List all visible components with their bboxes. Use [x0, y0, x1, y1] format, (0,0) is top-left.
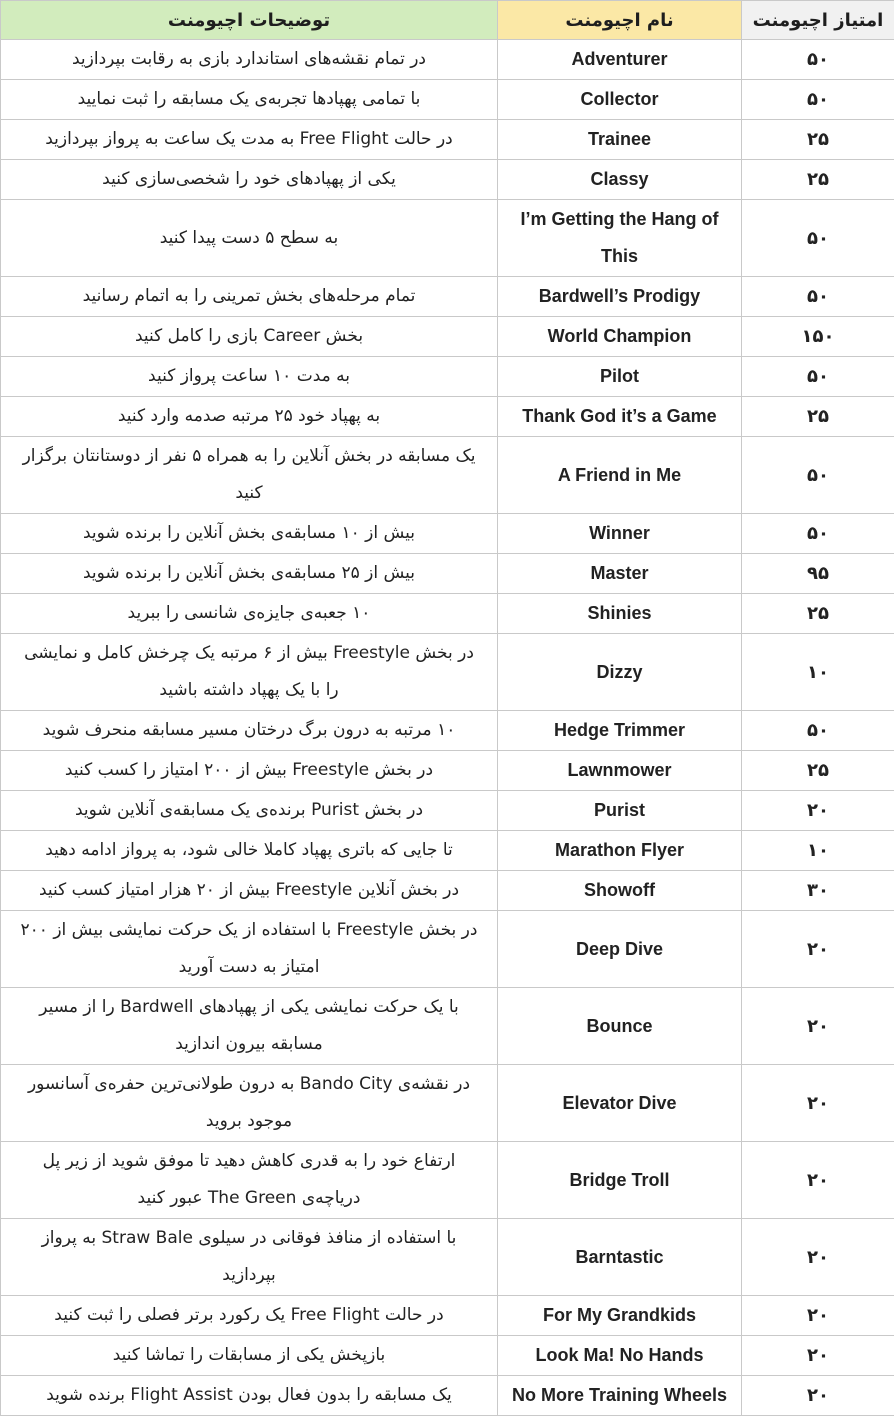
description-cell: تمام مرحله‌های بخش تمرینی را به اتمام رسانید	[1, 277, 498, 317]
score-cell: ۲۵	[742, 120, 894, 160]
table-row	[1, 751, 894, 791]
score-cell: ۲۰	[742, 911, 894, 988]
score-cell: ۲۵	[742, 751, 894, 791]
score-cell: ۲۰	[742, 1376, 894, 1416]
table-row	[1, 80, 894, 120]
description-cell: به سطح ۵ دست پیدا کنید	[1, 200, 498, 277]
table-body	[1, 40, 894, 1416]
name-cell: A Friend in Me	[498, 437, 742, 514]
score-cell: ۲۵	[742, 397, 894, 437]
table-row	[1, 514, 894, 554]
description-cell: با یک حرکت نمایشی یکی از پهپادهای Bardwell را از مسیر مسابقه بیرون اندازید	[1, 988, 498, 1065]
table-row	[1, 911, 894, 988]
description-cell: یکی از پهپادهای خود را شخصی‌سازی کنید	[1, 160, 498, 200]
score-cell: ۵۰	[742, 40, 894, 80]
name-cell: Bardwell’s Prodigy	[498, 277, 742, 317]
score-cell: ۵۰	[742, 200, 894, 277]
name-cell: Lawnmower	[498, 751, 742, 791]
name-cell: Adventurer	[498, 40, 742, 80]
name-cell: Hedge Trimmer	[498, 711, 742, 751]
name-cell: No More Training Wheels	[498, 1376, 742, 1416]
score-cell: ۵۰	[742, 711, 894, 751]
description-cell: در بخش Freestyle بیش از ۶ مرتبه یک چرخش کامل و نمایشی را با یک پهپاد داشته باشید	[1, 634, 498, 711]
table-row	[1, 1219, 894, 1296]
name-cell: Collector	[498, 80, 742, 120]
table-row	[1, 711, 894, 751]
header-score: امتیاز اچیومنت	[742, 1, 894, 40]
table-row	[1, 594, 894, 634]
table-row	[1, 831, 894, 871]
table-row	[1, 554, 894, 594]
description-cell: در حالت Free Flight به مدت یک ساعت به پرواز بپردازید	[1, 120, 498, 160]
score-cell: ۲۰	[742, 1065, 894, 1142]
table-row	[1, 1336, 894, 1376]
description-cell: تا جایی که باتری پهپاد کاملا خالی شود، به پرواز ادامه دهید	[1, 831, 498, 871]
name-cell: Barntastic	[498, 1219, 742, 1296]
name-cell: Marathon Flyer	[498, 831, 742, 871]
table-row	[1, 40, 894, 80]
description-cell: به پهپاد خود ۲۵ مرتبه صدمه وارد کنید	[1, 397, 498, 437]
description-cell: در نقشه‌ی Bando City به درون طولانی‌ترین حفره‌ی آسانسور موجود بروید	[1, 1065, 498, 1142]
table-row	[1, 1142, 894, 1219]
name-cell: I’m Getting the Hang of This	[498, 200, 742, 277]
description-cell: ۱۰ جعبه‌ی جایزه‌ی شانسی را ببرید	[1, 594, 498, 634]
description-cell: با استفاده از منافذ فوقانی در سیلوی Straw Bale به پرواز بپردازید	[1, 1219, 498, 1296]
name-cell: Thank God it’s a Game	[498, 397, 742, 437]
header-row	[1, 1, 894, 40]
table-row	[1, 277, 894, 317]
table-row	[1, 120, 894, 160]
table-row	[1, 1065, 894, 1142]
table-row	[1, 988, 894, 1065]
table-row	[1, 1296, 894, 1336]
score-cell: ۳۰	[742, 871, 894, 911]
description-cell: در بخش Freestyle بیش از ۲۰۰ امتیاز را کسب کنید	[1, 751, 498, 791]
name-cell: Winner	[498, 514, 742, 554]
score-cell: ۲۰	[742, 1296, 894, 1336]
name-cell: Purist	[498, 791, 742, 831]
name-cell: Bridge Troll	[498, 1142, 742, 1219]
name-cell: Bounce	[498, 988, 742, 1065]
name-cell: For My Grandkids	[498, 1296, 742, 1336]
description-cell: یک مسابقه را بدون فعال بودن Flight Assist برنده شوید	[1, 1376, 498, 1416]
header-description: توضیحات اچیومنت	[1, 1, 498, 40]
description-cell: بیش از ۲۵ مسابقه‌ی بخش آنلاین را برنده شوید	[1, 554, 498, 594]
score-cell: ۱۵۰	[742, 317, 894, 357]
description-cell: ارتفاع خود را به قدری کاهش دهید تا موفق شوید از زیر پل دریاچه‌ی The Green عبور کنید	[1, 1142, 498, 1219]
table-row	[1, 791, 894, 831]
description-cell: در حالت Free Flight یک رکورد برتر فصلی را ثبت کنید	[1, 1296, 498, 1336]
header-name: نام اچیومنت	[498, 1, 742, 40]
score-cell: ۲۰	[742, 1142, 894, 1219]
score-cell: ۲۰	[742, 791, 894, 831]
name-cell: World Champion	[498, 317, 742, 357]
description-cell: در بخش آنلاین Freestyle بیش از ۲۰ هزار امتیاز کسب کنید	[1, 871, 498, 911]
name-cell: Dizzy	[498, 634, 742, 711]
score-cell: ۵۰	[742, 357, 894, 397]
name-cell: Look Ma! No Hands	[498, 1336, 742, 1376]
score-cell: ۲۰	[742, 1219, 894, 1296]
score-cell: ۲۵	[742, 160, 894, 200]
table-row	[1, 397, 894, 437]
score-cell: ۱۰	[742, 831, 894, 871]
name-cell: Classy	[498, 160, 742, 200]
score-cell: ۱۰	[742, 634, 894, 711]
name-cell: Master	[498, 554, 742, 594]
score-cell: ۵۰	[742, 514, 894, 554]
table-row	[1, 1376, 894, 1416]
description-cell: در بخش Freestyle با استفاده از یک حرکت نمایشی بیش از ۲۰۰ امتیاز به دست آورید	[1, 911, 498, 988]
description-cell: یک مسابقه در بخش آنلاین را به همراه ۵ نفر از دوستانتان برگزار کنید	[1, 437, 498, 514]
table-row	[1, 634, 894, 711]
description-cell: ۱۰ مرتبه به درون برگ درختان مسیر مسابقه منحرف شوید	[1, 711, 498, 751]
score-cell: ۲۵	[742, 594, 894, 634]
name-cell: Deep Dive	[498, 911, 742, 988]
table-row	[1, 357, 894, 397]
table-row	[1, 437, 894, 514]
description-cell: در بخش Purist برنده‌ی یک مسابقه‌ی آنلاین شوید	[1, 791, 498, 831]
score-cell: ۵۰	[742, 277, 894, 317]
table-row	[1, 317, 894, 357]
description-cell: در تمام نقشه‌های استاندارد بازی به رقابت بپردازید	[1, 40, 498, 80]
score-cell: ۵۰	[742, 80, 894, 120]
score-cell: ۹۵	[742, 554, 894, 594]
description-cell: به مدت ۱۰ ساعت پرواز کنید	[1, 357, 498, 397]
table-header	[1, 1, 894, 40]
score-cell: ۵۰	[742, 437, 894, 514]
name-cell: Shinies	[498, 594, 742, 634]
description-cell: بازپخش یکی از مسابقات را تماشا کنید	[1, 1336, 498, 1376]
description-cell: بخش Career بازی را کامل کنید	[1, 317, 498, 357]
score-cell: ۲۰	[742, 988, 894, 1065]
name-cell: Showoff	[498, 871, 742, 911]
name-cell: Trainee	[498, 120, 742, 160]
description-cell: بیش از ۱۰ مسابقه‌ی بخش آنلاین را برنده شوید	[1, 514, 498, 554]
name-cell: Pilot	[498, 357, 742, 397]
score-cell: ۲۰	[742, 1336, 894, 1376]
table-row	[1, 200, 894, 277]
description-cell: با تمامی پهپادها تجربه‌ی یک مسابقه را ثبت نمایید	[1, 80, 498, 120]
name-cell: Elevator Dive	[498, 1065, 742, 1142]
table-row	[1, 160, 894, 200]
table-row	[1, 871, 894, 911]
